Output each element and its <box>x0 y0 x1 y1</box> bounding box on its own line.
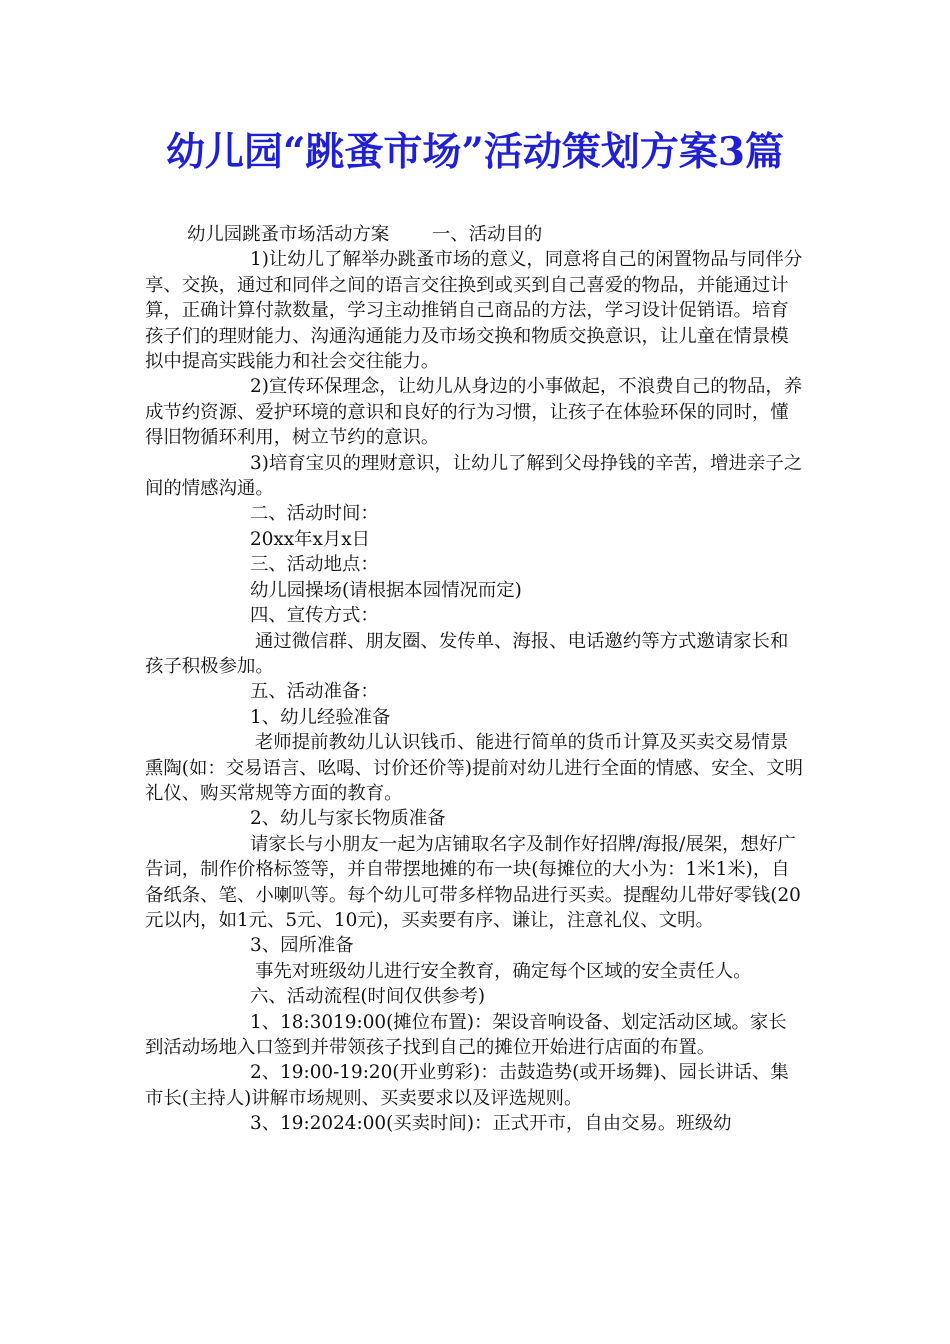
document-title: 幼儿园“跳蚤市场”活动策划方案3篇 <box>165 129 784 175</box>
subheading-school: 3、园所准备 <box>250 935 354 957</box>
paragraph-process-3: 3、19:2024:00(买卖时间)：正式开市，自由交易。班级幼 <box>250 1113 732 1135</box>
paragraph-materials: 请家长与小朋友一起为店铺取名字及制作好招牌/海报/展架，想好广告词，制作价格标签等，并自带摆地摊的布一块(每摊位的大小为：1米1米)，自备纸条、笔、小喇叭等。每个幼儿可带多样物品进行买卖。提醒幼儿带好零钱(20元以内，如1元、5元、10元)，买卖要有序、谦让，注意礼仪、文明。 <box>145 833 801 931</box>
paragraph-date: 20xx年x月x日 <box>250 528 371 550</box>
heading-preparation: 五、活动准备： <box>250 681 379 703</box>
heading-process: 六、活动流程(时间仅供参考) <box>250 986 486 1008</box>
paragraph-experience: 老师提前教幼儿认识钱币、能进行简单的货币计算及买卖交易情景熏陶(如：交易语言、吆喝、讨价还价等)提前对幼儿进行全面的情感、安全、文明礼仪、购买常规等方面的教育。 <box>145 732 804 804</box>
subheading-experience: 1、幼儿经验准备 <box>250 706 391 728</box>
paragraph-intro: 幼儿园跳蚤市场活动方案 一、活动目的 <box>187 224 543 245</box>
paragraph-process-2: 2、19:00-19:20(开业剪彩)：击鼓造势(或开场舞)、园长讲话、集市长(主持人)讲解市场规则、买卖要求以及评选规则。 <box>145 1062 789 1109</box>
paragraph-location: 幼儿园操场(请根据本园情况而定) <box>250 579 522 601</box>
heading-time: 二、活动时间： <box>250 503 379 525</box>
paragraph-goal-1: 1)让幼儿了解举办跳蚤市场的意义，同意将自己的闲置物品与同伴分享、交换，通过和同伴之间的语言交往换到或买到自己喜爱的物品，并能通过计算，正确计算付款数量，学习主动推销自己商品的方法，学习设计促销语。培育孩子们的理财能力、沟通沟通能力及市场交换和物质交换意识，让儿童在情景模拟中提高实践能力和社会交往能力。 <box>145 249 803 373</box>
paragraph-promotion: 通过微信群、朋友圈、发传单、海报、电话邀约等方式邀请家长和孩子积极参加。 <box>145 630 789 677</box>
paragraph-goal-3: 3)培育宝贝的理财意识，让幼儿了解到父母挣钱的辛苦，增进亲子之间的情感沟通。 <box>145 452 803 500</box>
paragraph-process-1: 1、18:3019:00(摊位布置)：架设音响设备、划定活动区域。家长到活动场地入口签到并带领孩子找到自己的摊位开始进行店面的布置。 <box>145 1011 787 1058</box>
paragraph-school: 事先对班级幼儿进行安全教育，确定每个区域的安全责任人。 <box>255 960 752 982</box>
document-body <box>145 222 805 1137</box>
heading-location: 三、活动地点： <box>250 554 379 576</box>
heading-promotion: 四、宣传方式： <box>250 605 379 627</box>
paragraph-goal-2: 2)宣传环保理念，让幼儿从身边的小事做起，不浪费自己的物品，养成节约资源、爱护环境的意识和良好的行为习惯，让孩子在体验环保的同时，懂得旧物循环利用，树立节约的意识。 <box>145 376 803 449</box>
subheading-materials: 2、幼儿与家长物质准备 <box>250 808 446 830</box>
